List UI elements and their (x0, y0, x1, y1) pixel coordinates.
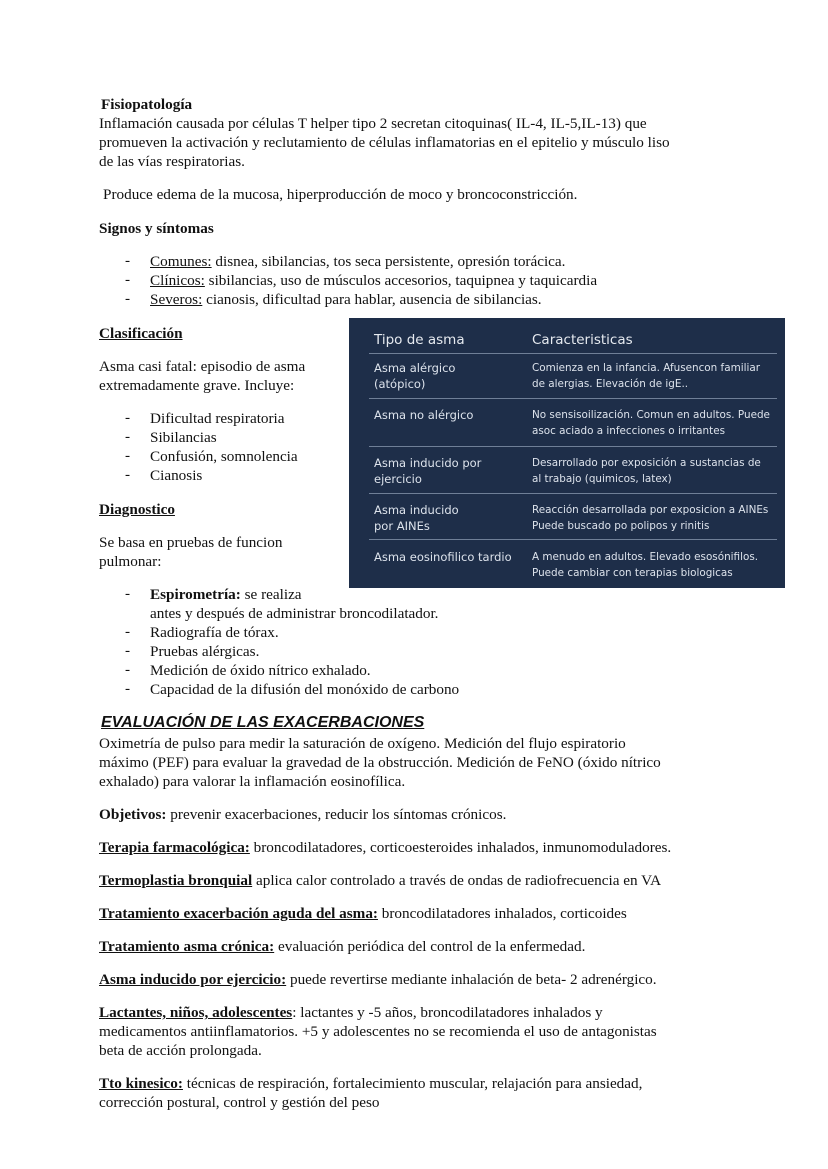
table-row-desc: A menudo en adultos. Elevado esosónifilos. Puede cambiar con terapias biologicas (532, 551, 759, 579)
clasificacion-item: Sibilancias (150, 429, 217, 446)
table-divider (369, 539, 777, 540)
bullet-dash: - (125, 447, 131, 464)
fisio-paragraph-2: Produce edema de la mucosa, hiperproducción de moco y broncoconstricción. (103, 186, 578, 203)
bullet-dash: - (125, 290, 131, 307)
table-divider (369, 353, 777, 354)
terapia-line: Terapia farmacológica: broncodilatadores, corticoesteroides inhalados, inmunomoduladores. (99, 839, 672, 856)
lactantes-line: Lactantes, niños, adolescentes: lactantes y -5 años, broncodilatadores inhalados y (99, 1004, 603, 1021)
lactantes-cont-line: medicamentos antiinflamatorios. +5 y adolescentes no se recomienda el uso de antagonistas (99, 1023, 657, 1040)
clasificacion-item: Confusión, somnolencia (150, 448, 298, 465)
asthma-types-table (349, 318, 785, 588)
signos-item-comunes: Comunes: disnea, sibilancias, tos seca persistente, opresión torácica. (150, 253, 566, 270)
fisio-paragraph-line: promueven la activación y reclutamiento de células inflamatorias en el epitelio y músculo liso (99, 134, 670, 151)
clasificacion-item: Cianosis (150, 467, 203, 484)
clasificacion-paragraph-line: extremadamente grave. Incluye: (99, 377, 295, 394)
bullet-dash: - (125, 409, 131, 426)
lactantes-cont-line: beta de acción prolongada. (99, 1042, 262, 1059)
evaluacion-paragraph-line: máximo (PEF) para evaluar la gravedad de la obstrucción. Medición de FeNO (óxido nítrico (99, 754, 661, 771)
evaluacion-heading: EVALUACIÓN DE LAS EXACERBACIONES (101, 714, 425, 731)
signos-heading: Signos y síntomas (99, 220, 214, 237)
diagnostico-item: Medición de óxido nítrico exhalado. (150, 662, 371, 679)
evaluacion-paragraph-line: Oximetría de pulso para medir la saturación de oxígeno. Medición del flujo espiratorio (99, 735, 626, 752)
evaluacion-paragraph-line: exhalado) para valorar la inflamación eosinofílica. (99, 773, 406, 790)
tratamiento-cronica-line: Tratamiento asma crónica: evaluación periódica del control de la enfermedad. (99, 938, 586, 955)
diagnostico-paragraph-line: pulmonar: (99, 553, 162, 570)
bullet-dash: - (125, 271, 131, 288)
diagnostico-item-espirometria-cont: antes y después de administrar broncodilatador. (150, 605, 439, 622)
signos-item-clinicos: Clínicos: sibilancias, uso de músculos accesorios, taquipnea y taquicardia (150, 272, 598, 289)
table-row-type: Asma inducido por ejercicio (374, 456, 482, 486)
diagnostico-item: Capacidad de la difusión del monóxido de carbono (150, 681, 460, 698)
table-divider (369, 493, 777, 494)
clasificacion-paragraph-line: Asma casi fatal: episodio de asma (99, 358, 306, 375)
diagnostico-item-espirometria: Espirometría: se realiza (150, 586, 302, 603)
kinesico-cont-line: corrección postural, control y gestión del peso (99, 1094, 380, 1111)
bullet-dash: - (125, 466, 131, 483)
bullet-dash: - (125, 623, 131, 640)
table-row-type: Asma inducido por AINEs (374, 503, 459, 533)
termoplastia-line: Termoplastia bronquial aplica calor controlado a través de ondas de radiofrecuencia en VA (99, 872, 662, 889)
ejercicio-line: Asma inducido por ejercicio: puede revertirse mediante inhalación de beta- 2 adrenérgico. (99, 971, 657, 988)
table-row-type: Asma eosinofilico tardio (374, 550, 512, 564)
bullet-dash: - (125, 680, 131, 697)
table-row-type: Asma no alérgico (374, 408, 474, 422)
table-row-desc: Reacción desarrollada por exposicion a AINEs Puede buscado po polipos y rinitis (532, 504, 769, 532)
diagnostico-item: Radiografía de tórax. (150, 624, 279, 641)
table-row-desc: Comienza en la infancia. Afusencon familiar de alergias. Elevación de igE.. (532, 362, 760, 390)
diagnostico-heading: Diagnostico (99, 501, 175, 518)
table-row-desc: No sensisoilización. Comun en adultos. Puede asoc aciado a infecciones o irritantes (532, 409, 770, 437)
kinesico-line: Tto kinesico: técnicas de respiración, fortalecimiento muscular, relajación para ansiedad, (99, 1075, 643, 1092)
bullet-dash: - (125, 661, 131, 678)
clasificacion-item: Dificultad respiratoria (150, 410, 285, 427)
table-row-desc: Desarrollado por exposición a sustancias de al trabajo (quimicos, latex) (532, 457, 761, 485)
table-header-tipo: Tipo de asma (374, 332, 465, 348)
table-row-type: Asma alérgico (atópico) (374, 361, 456, 391)
fisiopatologia-heading: Fisiopatología (101, 96, 193, 113)
table-divider (369, 398, 777, 399)
fisio-paragraph-line: de las vías respiratorias. (99, 153, 245, 170)
diagnostico-item: Pruebas alérgicas. (150, 643, 260, 660)
clasificacion-heading: Clasificación (99, 325, 183, 342)
objetivos-line: Objetivos: prevenir exacerbaciones, reducir los síntomas crónicos. (99, 806, 507, 823)
signos-item-severos: Severos: cianosis, dificultad para hablar, ausencia de sibilancias. (150, 291, 542, 308)
fisio-paragraph-line: Inflamación causada por células T helper tipo 2 secretan citoquinas( IL-4, IL-5,IL-13) que (99, 115, 647, 132)
table-divider (369, 446, 777, 447)
bullet-dash: - (125, 252, 131, 269)
diagnostico-paragraph-line: Se basa en pruebas de funcion (99, 534, 283, 551)
table-header-caracteristicas: Caracteristicas (532, 332, 633, 348)
bullet-dash: - (125, 585, 131, 602)
tratamiento-aguda-line: Tratamiento exacerbación aguda del asma: broncodilatadores inhalados, corticoides (99, 905, 627, 922)
bullet-dash: - (125, 428, 131, 445)
bullet-dash: - (125, 642, 131, 659)
